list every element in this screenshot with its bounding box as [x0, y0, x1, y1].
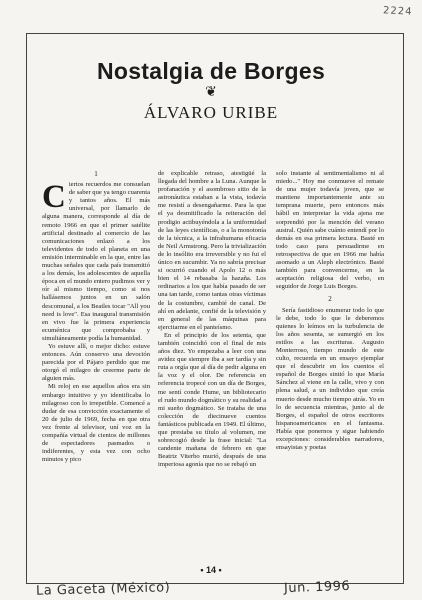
page-number: • 14 • [200, 565, 222, 575]
text-column-2 [158, 170, 266, 557]
paragraph: Mi reloj en ese aquellos años era sin embargo intuitivo y yo identificaba lo milagroso con lo irrepetible. Comencé a dudar de esa convicción exactamente el 20 de julio de 1969, fecha en que otra vez frente al televisor, uní voz en la compañía virtual de cientos de millones de espectadores pasmados o indiferentes, y esta vez con ocho minutos y pico [42, 383, 150, 464]
article-title: Nostalgia de Borges [96, 58, 326, 84]
text-column-3 [276, 170, 384, 557]
handwritten-source-note: La Gaceta (México) [35, 580, 171, 599]
article-author: ÁLVARO URIBE [143, 103, 279, 122]
paragraph: de explicable retraso, atestigüé la llegada del hombre a la Luna. Aunque la profanación y el asombroso sitio de la astronáutica estaban a la vista, todavía me resistí a desengañarme. Para la que el ya desmitificado la reiteración del prodigio actibuyéndola a la uniformidad de las leyes científicas, o a la monotonía de la técnica, a la infrahumana eficacia de Neil Armstrong. Pero la trivialización de lo insólito era irreversible y no fui el único en sucumbir. Ya no sabría precisar si ocurrió cuando el Apolo 12 o más bien el 14 rebasaba la hazaña. Los ordinarios a los que había pasado de ser una tan tarde, como tantas otras víctimas de la costumbre, cambié de canal. De ahí en adelante, confié de la televisión y en general de las máquinas para ejercitarme en el panteísmo. [158, 170, 266, 331]
paragraph: En el principio de los setenta, que también coincidió con el final de mis años diez. Yo empezaba a leer con una avidez que siempre iba a ser tardía y sin ruta a orgía que al día de pedir alguna en la voz y el olor. De referencia en referencia tropecé con un día de Borges, me sentí conde Hume, un bibliotecario el rudo mundo dogmático y su realidad a mi sueño dogmático. Se trataba de una colección de diecinueve cuentos fantásticos publicada en 1949. El último, que prestaba su título al volumen, me sobrecogió desde la frase inicial: "La candente mañana de febrero en que Beatriz Viterbo murió, después de una imperiosa agonía que no se rebajó un [158, 331, 266, 469]
paragraph: solo instante al sentimentalismo ni al miedo..." Hoy me conmueve el remate de una mujer todavía joven, que se mantiene importantemente ante su temprana muerte, pero entonces más hábil en interpretar la vida ajena me sorprendió por la mención del verano austral. Quién sabe cuánto entendí por lo demás en esa primera lectura. Basté en todo caso para persuadirme en retrospectiva de que en 1966 me había asomado a un Aleph electrónico. Basté también para convencerme, en la aceptación religiosa del verbo, en seguidor de Jorge Luis Borges. [276, 170, 384, 291]
paragraph: Yo estuve allí, o mejor dicho: estuve entonces. Aún conservo una devoción parecida por el Pájaro perdido que me otorgó el milagro de creerme parte de alguien más. [42, 342, 150, 383]
handwritten-catalog-number: 2224 [382, 5, 413, 18]
section-number: 2 [328, 295, 332, 304]
paragraph: Sería fastidioso enumerar todo lo que le debe, todo lo que le deberemos quienes lo leímos en la turbulencia de los años sesenta, se sumergió en los estilos a las escrituras. Augusto Monterroso, tiempo mundo de este culto, recuerda en un ensayo ejemplar que el descubrir en los cuentos el español de Borges sintió lo que María Sánchez al viene en la calle, vivo y con plena salud, a un individuo que creía muerto desde mucho tiempo atrás. Yo en lo de secuencia mientras, junto al de Borges, el español de otros escritores hispanoamericanos en el fantasma. Había que ponernos y sigue habiendo excepciones: considerables narradores, ensayistas y poetas [276, 306, 384, 452]
handwritten-date-note: Jun. 1996 [283, 578, 351, 597]
paragraph [42, 181, 150, 343]
fleuron-ornament: ❦ [205, 85, 217, 100]
paragraph-text: iertos recuerdos me consuelan de saber que ya tengo cuarenta y tantos años. El más universal, por llamarlo de alguna manera, corresponde al día de remoto 1966 en que el primer satélite artificial destinado al comercio de las comunicaciones enlazó a los televidentes de todo el planeta en una emisión interminable en la que, entre las muchas señales que cada país transmitió a los demás, los adolescentes de aquella época en el mundo entero pudimos ver y oír al mismo tiempo, como si nos hallásemos juntos en un salón descomunal, a los Beatles tocar "All you need is love". Esa inaugural transmisión en vivo fue la primera experiencia ecuménica que comprobaba y simultáneamente podía la humanidad. [42, 181, 150, 342]
section-number: 1 [94, 170, 98, 178]
text-column-1 [42, 170, 150, 557]
drop-cap: C [42, 179, 66, 216]
